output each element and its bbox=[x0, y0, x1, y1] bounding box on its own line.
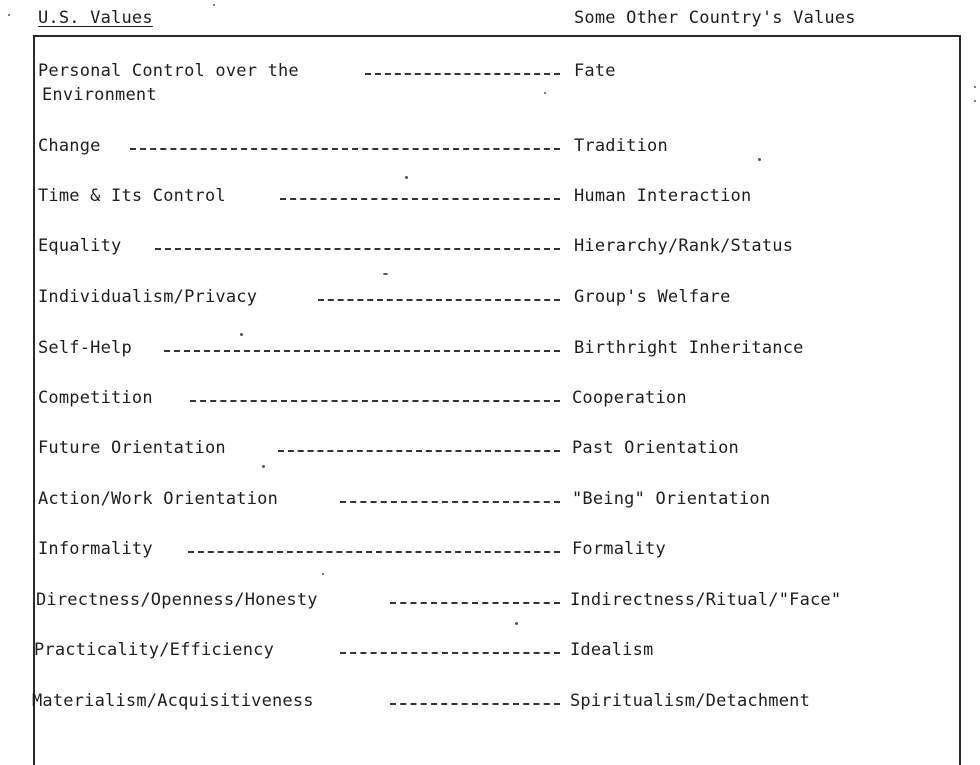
other-value: Indirectness/Ritual/"Face" bbox=[570, 590, 842, 610]
other-value: Birthright Inheritance bbox=[574, 338, 804, 358]
scan-speck bbox=[240, 333, 243, 336]
dash-connector bbox=[340, 501, 560, 503]
value-row-informality bbox=[0, 539, 980, 563]
scan-speck bbox=[758, 158, 761, 161]
dash-connector bbox=[280, 198, 560, 200]
scan-speck bbox=[515, 622, 518, 625]
us-value: Future Orientation bbox=[38, 438, 226, 458]
us-value: Personal Control over the bbox=[38, 61, 299, 81]
other-value: Hierarchy/Rank/Status bbox=[574, 236, 794, 256]
dash-connector bbox=[164, 350, 560, 352]
other-value: Fate bbox=[574, 61, 616, 81]
dash-connector bbox=[390, 703, 560, 705]
scan-speck bbox=[383, 273, 388, 275]
us-values-heading: U.S. Values bbox=[38, 8, 153, 28]
us-value: Change bbox=[38, 136, 101, 156]
value-row-time bbox=[0, 186, 980, 210]
us-value: Directness/Openness/Honesty bbox=[36, 590, 318, 610]
scan-speck bbox=[974, 100, 976, 102]
value-row-materialism bbox=[0, 691, 980, 715]
us-value-continuation: Environment bbox=[42, 85, 157, 105]
dash-connector bbox=[155, 248, 560, 250]
scan-speck bbox=[974, 86, 976, 88]
dash-connector bbox=[318, 299, 560, 301]
dash-connector bbox=[390, 602, 560, 604]
scan-speck bbox=[213, 4, 215, 6]
value-row-competition bbox=[0, 388, 980, 412]
other-value: Tradition bbox=[574, 136, 668, 156]
scan-speck bbox=[544, 92, 546, 94]
other-value: Formality bbox=[572, 539, 666, 559]
dash-connector bbox=[188, 551, 560, 553]
scan-speck bbox=[405, 176, 408, 179]
value-row-equality bbox=[0, 236, 980, 260]
other-country-values-heading: Some Other Country's Values bbox=[574, 8, 856, 28]
us-value: Practicality/Efficiency bbox=[34, 640, 275, 660]
scan-speck bbox=[8, 14, 10, 16]
value-row-future bbox=[0, 438, 980, 462]
dash-connector bbox=[130, 148, 560, 150]
us-value: Materialism/Acquisitiveness bbox=[32, 691, 314, 711]
other-value: "Being" Orientation bbox=[572, 489, 771, 509]
value-row-self-help bbox=[0, 338, 980, 362]
dash-connector bbox=[278, 450, 560, 452]
value-row-practicality bbox=[0, 640, 980, 664]
us-value: Individualism/Privacy bbox=[38, 287, 258, 307]
other-value: Spiritualism/Detachment bbox=[570, 691, 811, 711]
other-value: Past Orientation bbox=[572, 438, 739, 458]
other-value: Group's Welfare bbox=[574, 287, 731, 307]
scan-speck bbox=[322, 573, 324, 575]
us-value: Action/Work Orientation bbox=[38, 489, 279, 509]
us-value: Equality bbox=[38, 236, 122, 256]
us-value: Competition bbox=[38, 388, 153, 408]
dash-connector bbox=[190, 400, 560, 402]
us-value: Time & Its Control bbox=[38, 186, 226, 206]
value-row-individualism bbox=[0, 287, 980, 311]
value-row-fate bbox=[0, 61, 980, 105]
value-row-directness bbox=[0, 590, 980, 614]
value-row-change bbox=[0, 136, 980, 160]
us-value: Self-Help bbox=[38, 338, 132, 358]
value-row-action bbox=[0, 489, 980, 513]
dash-connector bbox=[365, 73, 560, 75]
other-value: Cooperation bbox=[572, 388, 687, 408]
other-value: Human Interaction bbox=[574, 186, 752, 206]
dash-connector bbox=[340, 652, 560, 654]
scan-speck bbox=[262, 465, 265, 468]
other-value: Idealism bbox=[570, 640, 654, 660]
us-value: Informality bbox=[38, 539, 153, 559]
